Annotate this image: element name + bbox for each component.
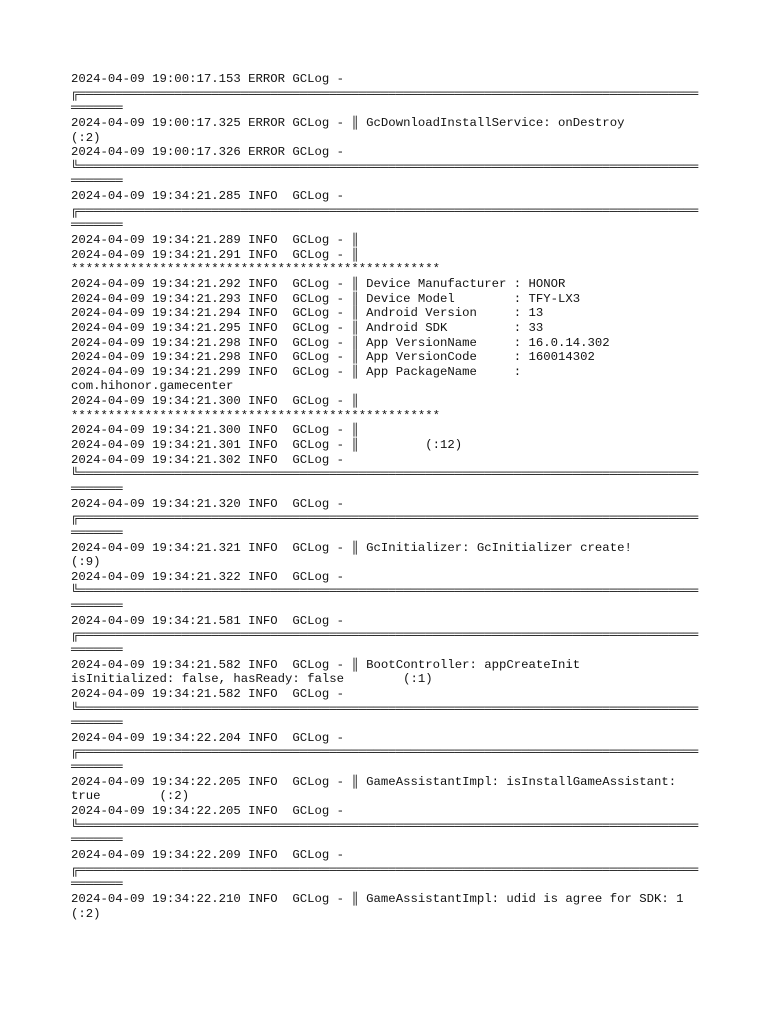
log-line: 2024-04-09 19:34:21.298 INFO GCLog - ║ App VersionCode : 160014302: [71, 350, 595, 365]
log-line: ╔════════════════════════════════════════════════════════════════════════════════════: [71, 862, 699, 877]
log-line: ╚════════════════════════════════════════════════════════════════════════════════════: [71, 584, 699, 599]
log-line: 2024-04-09 19:34:21.321 INFO GCLog - ║ GcInitializer: GcInitializer create!: [71, 540, 632, 555]
log-line: ╚════════════════════════════════════════════════════════════════════════════════════: [71, 701, 699, 716]
log-line: 2024-04-09 19:00:17.325 ERROR GCLog - ║ GcDownloadInstallService: onDestroy: [71, 115, 625, 130]
log-line: ═══════: [71, 481, 123, 496]
log-line: ═══════: [71, 218, 123, 233]
log-line: 2024-04-09 19:34:21.322 INFO GCLog -: [71, 569, 352, 584]
log-line: ═══════: [71, 525, 123, 540]
log-line: ╔════════════════════════════════════════════════════════════════════════════════════: [71, 745, 699, 760]
log-line: 2024-04-09 19:34:22.210 INFO GCLog - ║ GameAssistantImpl: udid is agree for SDK: 1: [71, 891, 684, 906]
log-line: ╔════════════════════════════════════════════════════════════════════════════════════: [71, 203, 699, 218]
log-line: 2024-04-09 19:00:17.326 ERROR GCLog -: [71, 145, 352, 160]
log-line: 2024-04-09 19:34:21.293 INFO GCLog - ║ Device Model : TFY-LX3: [71, 291, 581, 306]
log-line: 2024-04-09 19:34:21.295 INFO GCLog - ║ Android SDK : 33: [71, 320, 544, 335]
log-line: 2024-04-09 19:34:21.582 INFO GCLog - ║ BootController: appCreateInit: [71, 657, 581, 672]
log-line: ═══════: [71, 716, 123, 731]
log-line: 2024-04-09 19:34:21.320 INFO GCLog -: [71, 496, 352, 511]
log-line: ═══════: [71, 174, 123, 189]
log-line: ═══════: [71, 599, 123, 614]
log-line: 2024-04-09 19:34:22.204 INFO GCLog -: [71, 730, 352, 745]
log-line: 2024-04-09 19:34:21.581 INFO GCLog -: [71, 613, 352, 628]
log-line: ═══════: [71, 101, 123, 116]
log-line: com.hihonor.gamecenter: [71, 379, 234, 394]
log-line: (:2): [71, 906, 101, 921]
log-line: 2024-04-09 19:34:21.300 INFO GCLog - ║: [71, 423, 359, 438]
log-line: true (:2): [71, 789, 190, 804]
log-line: 2024-04-09 19:34:21.300 INFO GCLog - ║: [71, 394, 359, 409]
log-line: 2024-04-09 19:34:21.299 INFO GCLog - ║ App PackageName :: [71, 364, 522, 379]
log-line: 2024-04-09 19:34:21.289 INFO GCLog - ║: [71, 233, 359, 248]
log-line: 2024-04-09 19:34:22.205 INFO GCLog -: [71, 804, 352, 819]
log-line: ═══════: [71, 833, 123, 848]
log-line: 2024-04-09 19:34:21.582 INFO GCLog -: [71, 686, 352, 701]
log-line: 2024-04-09 19:34:21.285 INFO GCLog -: [71, 189, 352, 204]
log-line: ╔════════════════════════════════════════════════════════════════════════════════════: [71, 86, 699, 101]
log-document: [71, 72, 697, 921]
log-line: ╚════════════════════════════════════════════════════════════════════════════════════: [71, 159, 699, 174]
log-line: ═══════: [71, 642, 123, 657]
log-line: ═══════: [71, 760, 123, 775]
log-line: 2024-04-09 19:34:21.291 INFO GCLog - ║: [71, 247, 359, 262]
log-line: (:2): [71, 130, 101, 145]
log-line: ═══════: [71, 877, 123, 892]
log-line: 2024-04-09 19:34:21.292 INFO GCLog - ║ Device Manufacturer : HONOR: [71, 276, 566, 291]
log-line: 2024-04-09 19:34:21.301 INFO GCLog - ║ (:12): [71, 438, 463, 453]
log-line: 2024-04-09 19:34:22.209 INFO GCLog -: [71, 847, 352, 862]
log-line: isInitialized: false, hasReady: false (:1): [71, 672, 433, 687]
log-line: 2024-04-09 19:00:17.153 ERROR GCLog -: [71, 72, 352, 86]
log-line: ╚════════════════════════════════════════════════════════════════════════════════════: [71, 818, 699, 833]
log-line: **************************************************: [71, 262, 440, 277]
log-line: ╔════════════════════════════════════════════════════════════════════════════════════: [71, 628, 699, 643]
log-line: ╚════════════════════════════════════════════════════════════════════════════════════: [71, 467, 699, 482]
log-line: ╔════════════════════════════════════════════════════════════════════════════════════: [71, 511, 699, 526]
log-line: 2024-04-09 19:34:22.205 INFO GCLog - ║ GameAssistantImpl: isInstallGameAssistant:: [71, 774, 677, 789]
log-line: 2024-04-09 19:34:21.302 INFO GCLog -: [71, 452, 352, 467]
log-line: **************************************************: [71, 408, 440, 423]
log-line: 2024-04-09 19:34:21.298 INFO GCLog - ║ App VersionName : 16.0.14.302: [71, 335, 610, 350]
log-line: (:9): [71, 555, 101, 570]
log-line: 2024-04-09 19:34:21.294 INFO GCLog - ║ Android Version : 13: [71, 306, 544, 321]
